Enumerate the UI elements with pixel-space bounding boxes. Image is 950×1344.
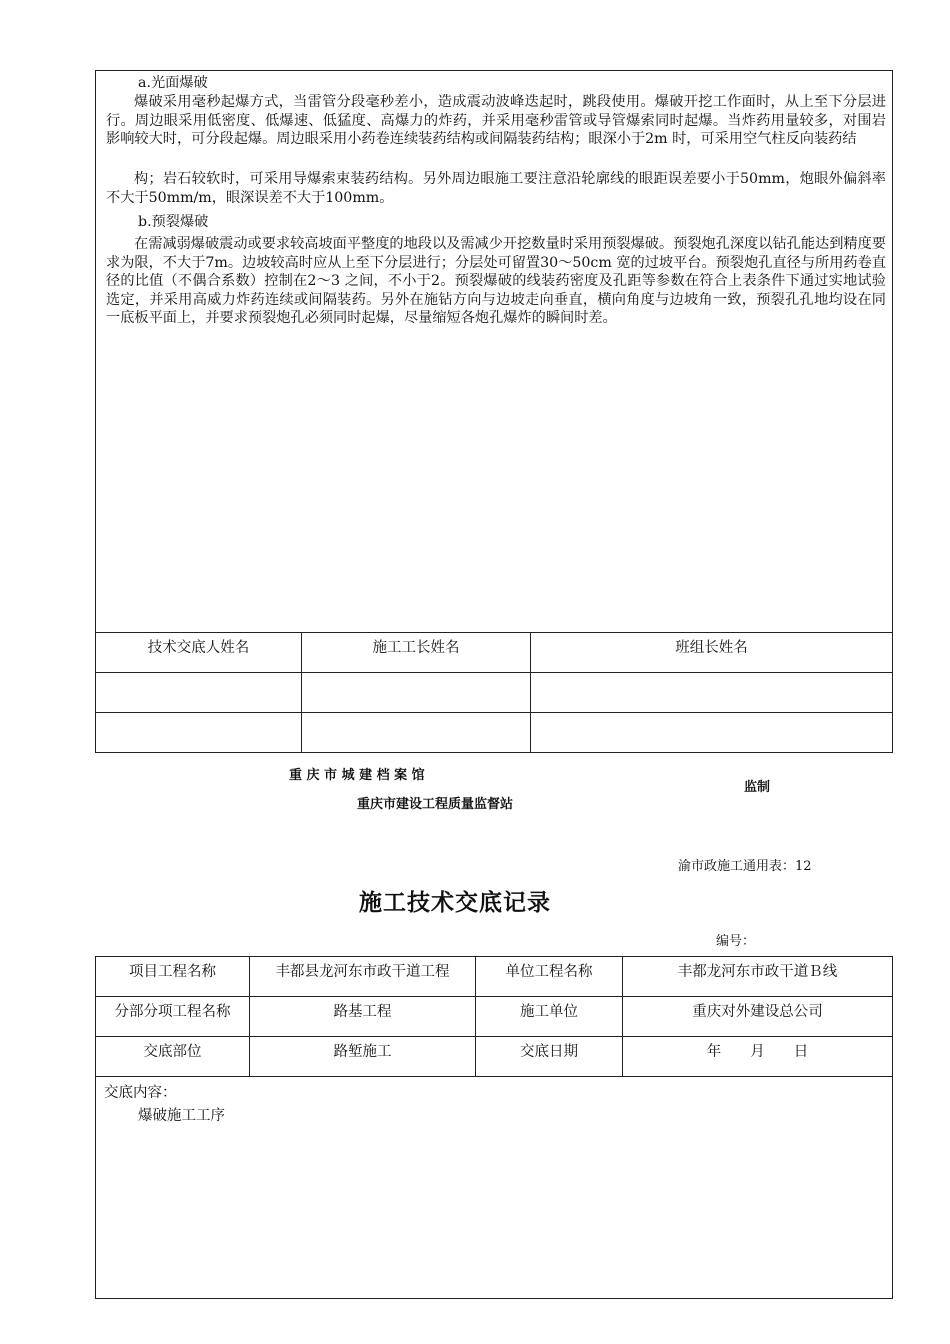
project-name-label: 项目工程名称 (96, 957, 250, 997)
unit-name-label: 单位工程名称 (476, 957, 623, 997)
sig-cell[interactable] (531, 713, 893, 753)
section-a-paragraph-cont: 构；岩石较软时，可采用导爆索束装药结构。另外周边眼施工要注意沿轮廓线的眼距误差要小于50mm，炮眼外偏斜率不大于50mm/m，眼深误差不大于100mm。 (106, 171, 886, 206)
disclosure-part-label: 交底部位 (96, 1037, 250, 1077)
disclosure-part-value: 路堑施工 (250, 1037, 476, 1077)
sig-header-tech: 技术交底人姓名 (96, 633, 302, 673)
footer-archive: 重 庆 市 城 建 档 案 馆 (289, 768, 425, 783)
footer-supervision: 监制 (744, 780, 771, 795)
disclosure-label: 交底内容： (104, 1085, 177, 1101)
section-a-heading: a.光面爆破 (138, 75, 208, 91)
serial-label: 编号： (716, 934, 756, 949)
sig-cell[interactable] (96, 673, 302, 713)
unit-name-value: 丰都龙河东市政干道Ｂ线 (623, 957, 893, 997)
sig-cell[interactable] (302, 713, 531, 753)
content-box (95, 70, 893, 633)
section-b-paragraph: 在需减弱爆破震动或要求较高坡面平整度的地段以及需减少开挖数量时采用预裂爆破。预裂炮孔深度以钻孔能达到精度要求为限，不大于7m。边坡较高时应从上至下分层进行；分层处可留置30～50cm 宽的过坡平台。预裂炮孔直径与所用药卷直径的比值（不偶合系数）控制在2～3 之间，不小于2。预裂爆破的线装药密度及孔距等参数在符合上表条件下通过实地试验选定，并采用高威力炸药连续或间隔装药。另外在施钻方向与边坡走向垂直，横向角度与边坡角一致，预裂孔孔地均设在同一底板平面上，并要求预裂炮孔必须同时起爆，尽量缩短各炮孔爆炸的瞬间时差。 (106, 236, 886, 326)
page-title: 施工技术交底记录 (359, 889, 551, 916)
disclosure-date-value: 年 月 日 (623, 1037, 893, 1077)
sig-cell[interactable] (96, 713, 302, 753)
sub-project-value: 路基工程 (250, 997, 476, 1037)
sig-cell[interactable] (302, 673, 531, 713)
info-table (95, 956, 893, 1077)
sub-project-label: 分部分项工程名称 (96, 997, 250, 1037)
sig-header-foreman: 施工工长姓名 (302, 633, 531, 673)
form-number: 渝市政施工通用表：12 (678, 859, 812, 874)
contractor-value: 重庆对外建设总公司 (623, 997, 893, 1037)
contractor-label: 施工单位 (476, 997, 623, 1037)
section-a-paragraph: 爆破采用毫秒起爆方式，当雷管分段毫秒差小，造成震动波峰迭起时，跳段使用。爆破开挖工作面时，从上至下分层进行。周边眼采用低密度、低爆速、低猛度、高爆力的炸药，并采用毫秒雷管或导管爆索同时起爆。当炸药用量较多，对围岩影响较大时，可分段起爆。周边眼采用小药卷连续装药结构或间隔装药结构；眼深小于2m 时，可采用空气柱反向装药结 (106, 94, 886, 147)
signature-table (95, 632, 893, 753)
sig-cell[interactable] (531, 673, 893, 713)
project-name-value: 丰都县龙河东市政干道工程 (250, 957, 476, 997)
sig-header-leader: 班组长姓名 (531, 633, 893, 673)
section-b-heading: b.预裂爆破 (138, 214, 209, 230)
disclosure-date-label: 交底日期 (476, 1037, 623, 1077)
disclosure-first-line: 爆破施工工序 (138, 1108, 225, 1124)
footer-station: 重庆市建设工程质量监督站 (357, 797, 514, 812)
